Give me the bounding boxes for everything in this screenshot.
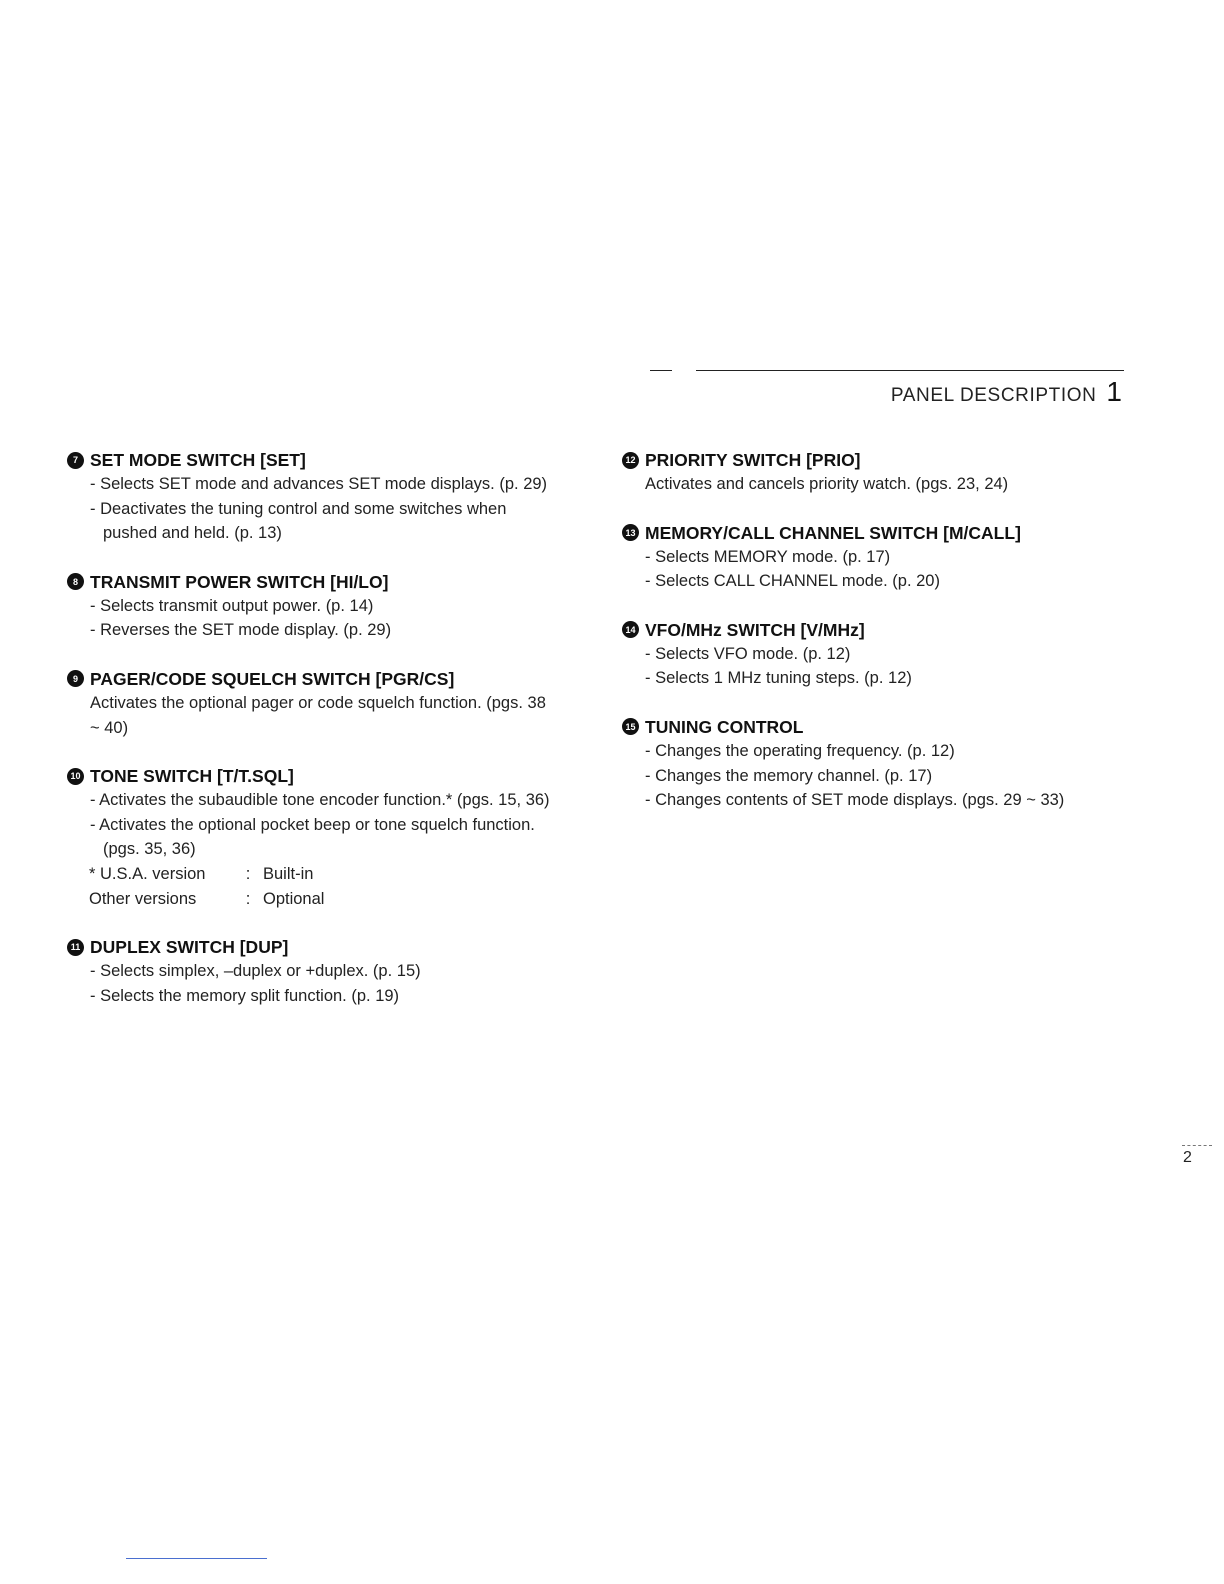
section-heading [622, 618, 1127, 642]
note-value: Optional [263, 889, 325, 908]
list-item: - Selects MEMORY mode. (p. 17) [645, 547, 891, 566]
page-number: 2 [1183, 1149, 1192, 1166]
circled-number-icon: 14 [622, 621, 639, 638]
section-heading [67, 764, 557, 788]
section-vfo-mhz-switch [622, 618, 1127, 691]
list-item: - Selects VFO mode. (p. 12) [645, 644, 851, 663]
list-item: - Changes the memory channel. (p. 17) [645, 766, 933, 785]
circled-number-icon: 9 [67, 670, 84, 687]
section-title: PANEL DESCRIPTION [890, 385, 1097, 406]
list-item: - Selects 1 MHz tuning steps. (p. 12) [645, 669, 912, 688]
list-item: - Activates the optional pocket beep or tone squelch function. (pgs. 35, 36) [90, 815, 535, 859]
circled-number-icon: 10 [67, 768, 84, 785]
note-separator: : [245, 889, 251, 908]
heading-text: SET MODE SWITCH [SET] [90, 450, 306, 470]
section-pager-code-squelch-switch [67, 667, 557, 740]
circled-number-icon: 12 [622, 452, 639, 469]
section-set-mode-switch [67, 448, 557, 546]
list-item: - Selects the memory split function. (p. 19) [90, 986, 400, 1005]
heading-text: TUNING CONTROL [645, 716, 804, 737]
section-heading [67, 448, 557, 472]
section-duplex-switch [67, 935, 557, 1008]
description-paragraph: Activates and cancels priority watch. (pgs. 23, 24) [645, 475, 1009, 493]
list-item: - Selects simplex, –duplex or +duplex. (p. 15) [90, 962, 421, 981]
circled-number-icon: 15 [622, 718, 639, 735]
section-heading [622, 521, 1127, 545]
section-heading [67, 935, 557, 959]
list-item: - Activates the subaudible tone encoder function.* (pgs. 15, 36) [90, 791, 550, 810]
heading-text: TRANSMIT POWER SWITCH [HI/LO] [90, 571, 389, 592]
list-item: - Selects CALL CHANNEL mode. (p. 20) [645, 572, 940, 591]
header-rule-gap [672, 368, 696, 373]
section-tone-switch [67, 764, 557, 911]
chapter-number: 1 [1106, 376, 1122, 407]
header-rule [650, 370, 1124, 371]
heading-text: DUPLEX SWITCH [DUP] [90, 937, 289, 958]
right-column [622, 448, 1127, 837]
heading-text: PAGER/CODE SQUELCH SWITCH [PGR/CS] [90, 668, 455, 689]
list-item: - Deactivates the tuning control and some switches when pushed and held. (p. 13) [90, 499, 507, 543]
list-item: - Changes the operating frequency. (p. 12) [645, 741, 955, 760]
heading-text: TONE SWITCH [T/T.SQL] [90, 766, 294, 787]
description-paragraph: Activates the optional pager or code squelch function. (pgs. 38 ~ 40) [90, 693, 546, 737]
list-item: - Reverses the SET mode display. (p. 29) [90, 621, 392, 640]
page-number-rule [1182, 1145, 1212, 1146]
section-heading [622, 715, 1127, 739]
circled-number-icon: 8 [67, 573, 84, 590]
heading-text: MEMORY/CALL CHANNEL SWITCH [M/CALL] [645, 522, 1021, 543]
heading-text: VFO/MHz SWITCH [V/MHz] [645, 619, 865, 640]
section-memory-call-switch [622, 521, 1127, 594]
section-transmit-power-switch [67, 570, 557, 643]
note-separator: : [245, 864, 251, 883]
circled-number-icon: 11 [67, 939, 84, 956]
page-header [891, 376, 1122, 408]
section-heading [67, 667, 557, 691]
section-heading [67, 570, 557, 594]
left-column [67, 448, 557, 1032]
note-label: Other versions [89, 889, 197, 908]
heading-text: PRIORITY SWITCH [PRIO] [645, 450, 861, 470]
note-value: Built-in [263, 864, 314, 883]
circled-number-icon: 13 [622, 524, 639, 541]
section-tuning-control [622, 715, 1127, 813]
bottom-rule [126, 1558, 267, 1559]
note-label: * U.S.A. version [89, 864, 206, 883]
section-heading [622, 448, 1127, 472]
circled-number-icon: 7 [67, 452, 84, 469]
version-note-row [67, 887, 557, 912]
version-note-row [67, 862, 557, 887]
section-priority-switch [622, 448, 1127, 497]
list-item: - Changes contents of SET mode displays. (pgs. 29 ~ 33) [645, 791, 1065, 810]
list-item: - Selects SET mode and advances SET mode displays. (p. 29) [90, 475, 548, 493]
list-item: - Selects transmit output power. (p. 14) [90, 596, 374, 615]
